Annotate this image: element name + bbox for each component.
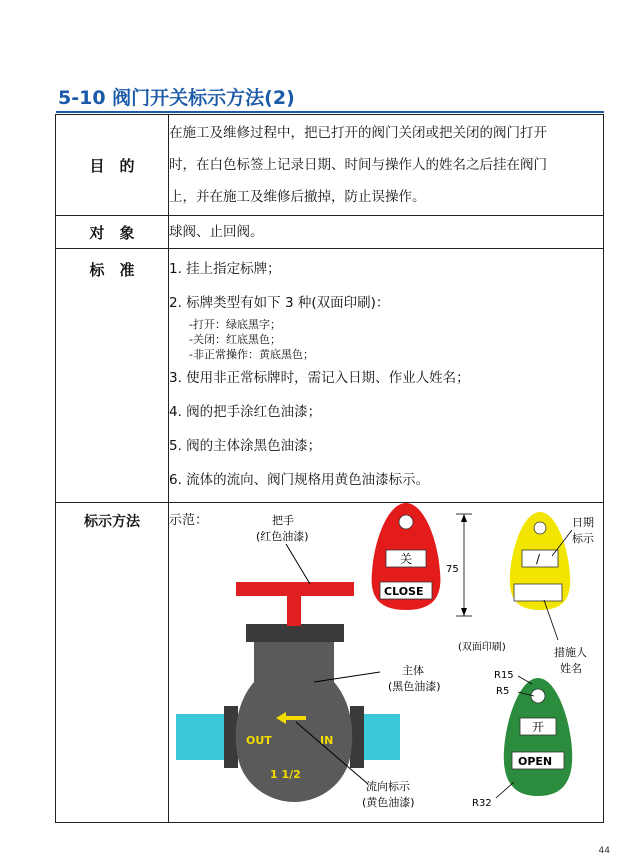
flow-out-label: OUT [246, 734, 272, 747]
standard-item-6: 6. 流体的流向、阀门规格用黄色油漆标示。 [169, 472, 430, 488]
date-label-2: 标示 [572, 532, 594, 545]
page-title: 5-10 阀门开关标示方法(2) [58, 87, 295, 109]
standard-item-5: 5. 阀的主体涂黑色油漆； [169, 438, 322, 454]
standard-sub-close: -关闭：红底黑色； [189, 333, 281, 346]
standard-sub-abnormal: -非正常操作：黄底黑色； [189, 348, 314, 361]
title-underline [56, 111, 604, 113]
page-number: 44 [598, 846, 610, 856]
standard-item-2: 2. 标牌类型有如下 3 种(双面印刷)： [169, 295, 390, 311]
yellow-tag-char: / [536, 552, 541, 566]
yellow-tag-name-field [514, 584, 562, 601]
valve-bonnet [246, 624, 344, 642]
handle-leader [286, 544, 310, 584]
standard-item-3: 3. 使用非正常标牌时，需记入日期、作业人姓名； [169, 370, 470, 386]
row-target [56, 216, 604, 249]
method-example-label: 示范： [169, 513, 209, 528]
target-label: 对 象 [56, 216, 169, 249]
target-text: 球阀、止回阀。 [169, 224, 264, 240]
purpose-line-2: 时，在白色标签上记录日期、时间与操作人的姓名之后挂在阀门 [169, 157, 547, 173]
row-purpose [56, 115, 604, 216]
radius-r32: R32 [472, 798, 492, 809]
purpose-line-3: 上，并在施工及维修后撤掉，防止误操作。 [169, 189, 426, 205]
r32-leader [496, 782, 514, 798]
valve-figure [168, 500, 604, 820]
yellow-abnormal-tag [510, 512, 571, 610]
radius-r15: R15 [494, 670, 514, 681]
flow-label: 流向标示 [366, 780, 410, 793]
date-label-1: 日期 [572, 516, 594, 529]
valve-size-label: 1 1/2 [270, 768, 301, 781]
purpose-content [169, 115, 604, 216]
r15-leader [518, 676, 532, 684]
green-tag-text: OPEN [518, 755, 553, 768]
flow-in-label: IN [320, 734, 334, 747]
green-open-tag [504, 678, 572, 796]
operator-label-1: 措施人 [554, 646, 587, 659]
purpose-label: 目 的 [56, 115, 169, 216]
radius-r5: R5 [496, 686, 510, 697]
standard-item-4: 4. 阀的把手涂红色油漆； [169, 404, 322, 420]
red-tag-char: 关 [400, 552, 413, 566]
method-label: 标示方法 [56, 503, 169, 823]
standard-label: 标 准 [56, 249, 169, 503]
handle-label: 把手 [272, 514, 294, 527]
operator-label-2: 姓名 [560, 662, 582, 675]
red-tag-hole [399, 515, 413, 529]
body-note: (黑色油漆) [388, 680, 441, 693]
valve-stem [287, 596, 301, 626]
body-label: 主体 [402, 664, 424, 677]
handle-note: (红色油漆) [256, 530, 309, 543]
standard-sub-open: -打开：绿底黑字； [189, 318, 281, 331]
valve-handle [236, 582, 354, 596]
green-tag-char: 开 [532, 720, 545, 734]
red-tag-text: CLOSE [384, 585, 424, 598]
row-standard [56, 249, 604, 503]
red-close-tag [372, 503, 441, 610]
double-print-note: (双面印刷) [458, 642, 506, 653]
target-content [169, 216, 604, 249]
standard-item-1: 1. 挂上指定标牌； [169, 261, 281, 277]
purpose-line-1: 在施工及维修过程中，把已打开的阀门关闭或把关闭的阀门打开 [169, 125, 547, 141]
yellow-tag-hole [534, 522, 546, 534]
standard-content [169, 249, 604, 503]
dimension-label: 75 [446, 564, 459, 575]
flow-note: (黄色油漆) [362, 796, 415, 809]
